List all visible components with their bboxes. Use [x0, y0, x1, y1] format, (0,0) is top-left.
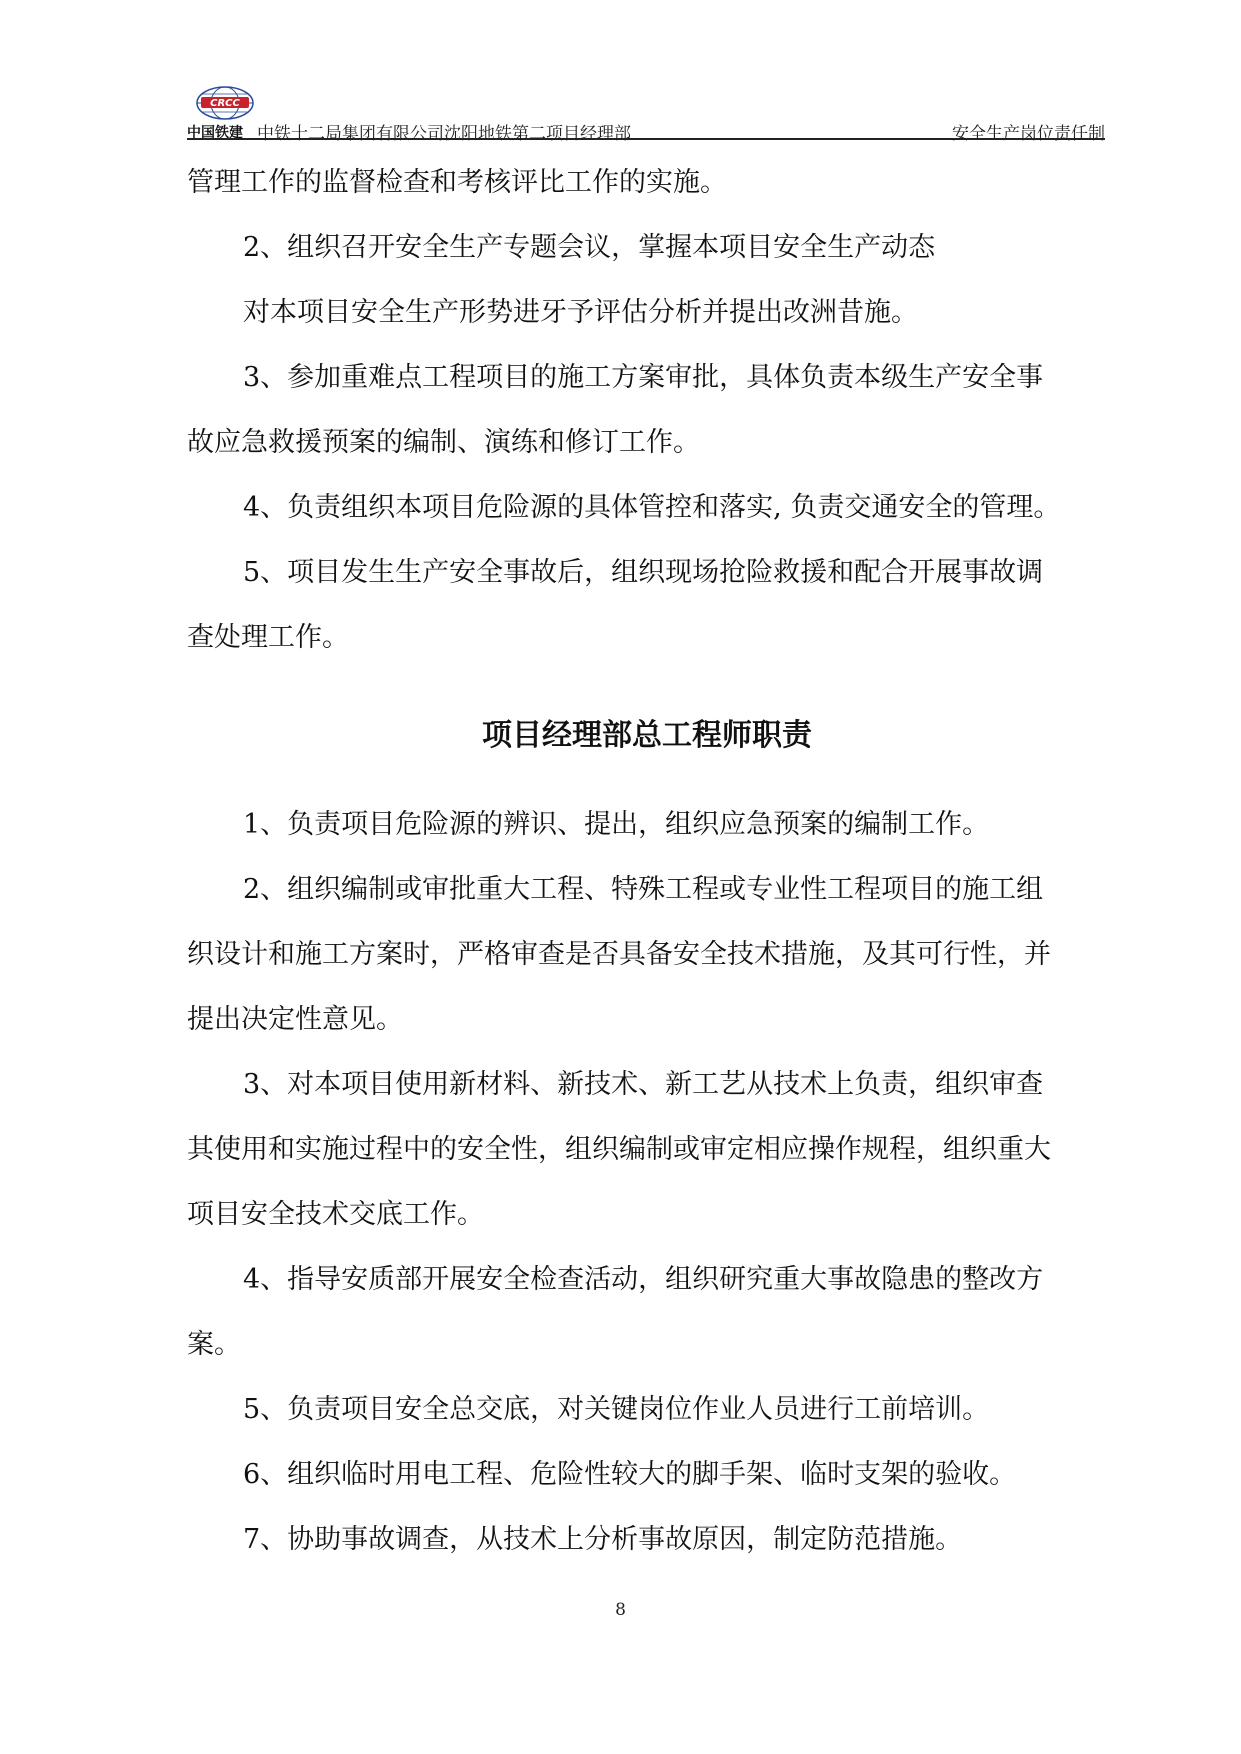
- paragraph-line: 提出决定性意见。: [187, 1004, 403, 1035]
- paragraph-line: 其使用和实施过程中的安全性，组织编制或审定相应操作规程，组织重大: [187, 1134, 1051, 1165]
- paragraph-line: 6、组织临时用电工程、危险性较大的脚手架、临时支架的验收。: [243, 1459, 1017, 1490]
- paragraph-line: 查处理工作。: [187, 622, 349, 653]
- document-title: 安全生产岗位责任制: [952, 124, 1105, 144]
- crcc-logo-icon: [195, 85, 255, 121]
- paragraph-line: 管理工作的监督检查和考核评比工作的实施。: [187, 167, 727, 198]
- paragraph-line: 5、项目发生生产安全事故后，组织现场抢险救援和配合开展事故调: [243, 557, 1044, 588]
- paragraph-line: 3、对本项目使用新材料、新技术、新工艺从技术上负责，组织审查: [243, 1069, 1044, 1100]
- paragraph-line: 4、指导安质部开展安全检查活动，组织研究重大事故隐患的整改方: [243, 1264, 1044, 1295]
- page-number: 8: [615, 1600, 626, 1620]
- company-name: 中铁十二局集团有限公司沈阳地铁第二项目经理部: [257, 124, 631, 144]
- paragraph-line: 2、组织召开安全生产专题会议，掌握本项目安全生产动态: [243, 232, 936, 263]
- document-body: [187, 150, 1107, 1572]
- page-header: [187, 85, 1105, 144]
- paragraph-line: 4、负责组织本项目危险源的具体管控和落实, 负责交通安全的管理。: [243, 492, 1061, 523]
- paragraph-line: 5、负责项目安全总交底，对关键岗位作业人员进行工前培训。: [243, 1394, 990, 1425]
- paragraph-line: 7、协助事故调查，从技术上分析事故原因，制定防范措施。: [243, 1524, 963, 1555]
- paragraph-line: 项目安全技术交底工作。: [187, 1199, 484, 1230]
- crcc-logo: [187, 85, 267, 141]
- paragraph-line: 1、负责项目危险源的辨识、提出，组织应急预案的编制工作。: [243, 809, 990, 840]
- paragraph-line: 案。: [187, 1329, 241, 1360]
- paragraph-line: 对本项目安全生产形势进牙予评估分析并提出改洲昔施。: [243, 297, 918, 328]
- paragraph-line: 2、组织编制或审批重大工程、特殊工程或专业性工程项目的施工组: [243, 874, 1044, 905]
- logo-text: 中国铁建: [187, 125, 243, 141]
- paragraph-line: 3、参加重难点工程项目的施工方案审批，具体负责本级生产安全事: [243, 362, 1044, 393]
- svg-text:CRCC: CRCC: [210, 98, 240, 109]
- paragraph-line: 故应急救援预案的编制、演练和修订工作。: [187, 427, 700, 458]
- paragraph-line: 织设计和施工方案时，严格审查是否具备安全技术措施，及其可行性，并: [187, 939, 1051, 970]
- section-heading: 项目经理部总工程师职责: [482, 718, 812, 753]
- header-divider: [187, 138, 1105, 140]
